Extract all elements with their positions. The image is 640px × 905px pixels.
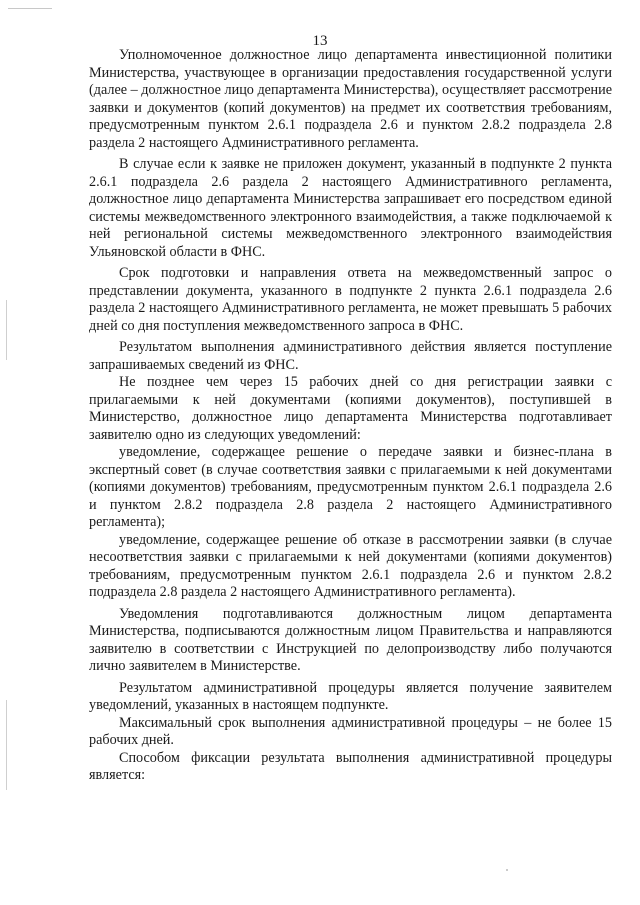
paragraph: В случае если к заявке не приложен документ, указанный в подпункте 2 пункта 2.6.1 подраздела 2.6 раздела 2 настоящего Административного регламента, должностное лицо департамента Министерства запрашивает его посредством единой системы межведомственного электронного взаимодействия, а также подключаемой к ней региональной системы межведомственного электронного взаимодействия Ульяновской области в ФНС.: [89, 156, 612, 260]
paragraph: Срок подготовки и направления ответа на межведомственный запрос о представлении документа, указанного в подпункте 2 пункта 2.6.1 подраздела 2.6 раздела 2 настоящего Административного регламента, не может превышать 5 рабочих дней со дня поступления межведомственного запроса в ФНС.: [89, 265, 612, 334]
scan-artifact: [8, 8, 52, 9]
paragraph: Результатом выполнения административного действия является поступление запрашиваемых сведений из ФНС.: [89, 339, 612, 373]
paragraph: Не позднее чем через 15 рабочих дней со дня регистрации заявки с прилагаемыми к ней документами (копиями документов), поступившей в Министерство, должностное лицо департамента Министерства подготавливает заявителю одно из следующих уведомлений:: [89, 374, 612, 443]
scan-artifact: [6, 300, 7, 360]
paragraph: Способом фиксации результата выполнения административной процедуры является:: [89, 749, 612, 783]
paragraph: Результатом административной процедуры является получение заявителем уведомлений, указанных в настоящем подпункте.: [89, 679, 612, 713]
paragraph: уведомление, содержащее решение о передаче заявки и бизнес-плана в экспертный совет (в случае соответствия заявки с прилагаемыми к ней документами (копиями документов) требованиям, предусмотренным пунктом 2.6.1 подраздела 2.6 и пунктом 2.8.2 подраздела 2.8 раздела 2 настоящего Административного регламента);: [89, 444, 612, 530]
scan-artifact: [6, 700, 7, 790]
paragraph: Уведомления подготавливаются должностным лицом департамента Министерства, подписываются должностным лицом Правительства и направляются заявителю в соответствии с Инструкцией по делопроизводству либо получаются лично заявителем в Министерстве.: [89, 605, 612, 674]
document-body: [89, 47, 612, 785]
page-number: 13: [312, 33, 328, 49]
paragraph: Уполномоченное должностное лицо департамента инвестиционной политики Министерства, участвующее в организации предоставления государственной услуги (далее – должностное лицо департамента Министерства), осуществляет рассмотрение заявки и документов (копий документов) на предмет их соответствия требованиям, предусмотренным пунктом 2.6.1 подраздела 2.6 и пунктом 2.8.2 подраздела 2.8 раздела 2 настоящего Административного регламента.: [89, 47, 612, 151]
paragraph: уведомление, содержащее решение об отказе в рассмотрении заявки (в случае несоответствия заявки с прилагаемыми к ней документами (копиями документов) требованиям, предусмотренным пунктом 2.6.1 подраздела 2.6 и пунктом 2.8.2 подраздела 2.8 раздела 2 настоящего Административного регламента).: [89, 531, 612, 600]
paragraph: Максимальный срок выполнения административной процедуры – не более 15 рабочих дней.: [89, 714, 612, 748]
scan-artifact: [506, 869, 508, 871]
